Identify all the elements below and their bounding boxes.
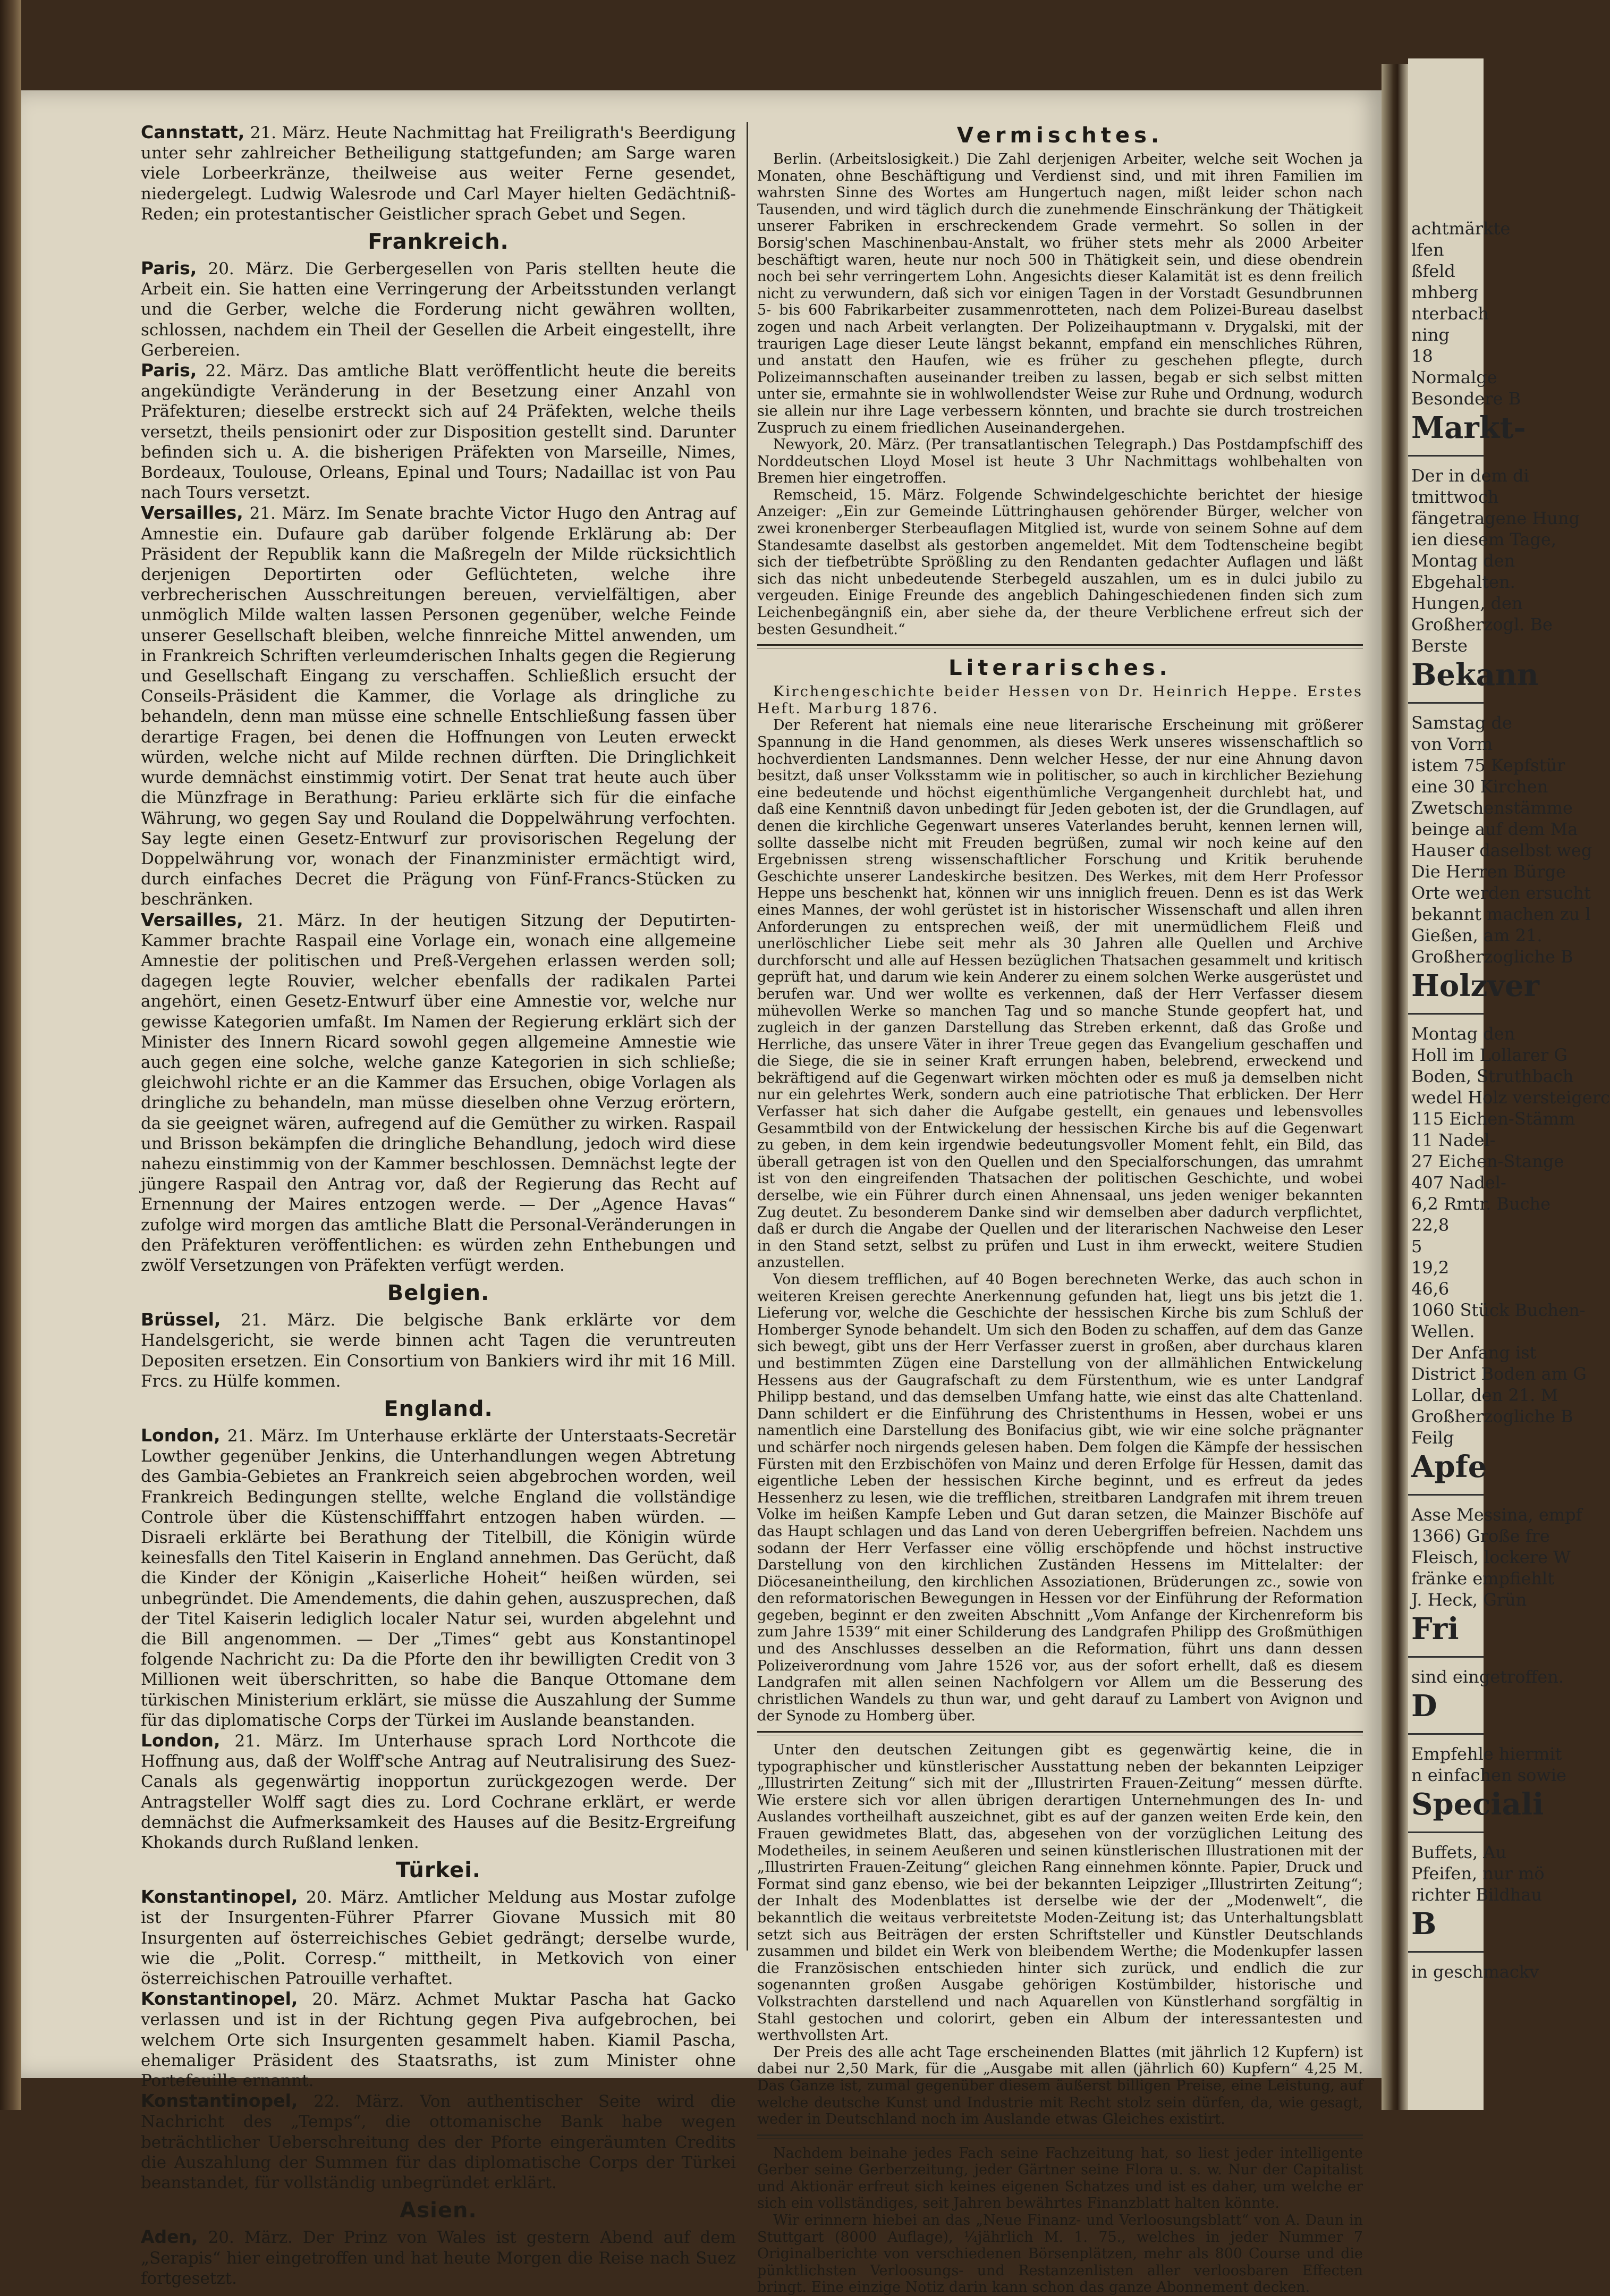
adjacent-page-text: Lollar, den 21. M: [1411, 1385, 1558, 1405]
article-versailles-1: Versailles, 21. März. Im Senate brachte Victor Hugo den Antrag auf Amnestie ein. Dufaure gab darüber folgende Erklärung ab: Der Präsident der Republik kann die Maßregeln der Milde rücksichtlich derjenigen Deportirten oder Geflüchteten, welche ihre verbrecherischen Ausschreitungen bereuen, vervielfältigen, aber unmöglich Milde walten lassen Personen gegenüber, welche Feinde unserer Gesellschaft bleiben, welche finnreiche Mittel anwenden, um in Frankreich Schriften verleumderischen Inhalts gegen die Regierung und Gesellschaft Eingang zu verschaffen. Schließlich ersucht der Conseils-Präsident die Kammer, die Vorlage als dringliche zu behandeln, denn man müsse eine schnelle Entschließung fassen über derartige Fragen, bei denen die Hoffnungen von Leuten erweckt würden, welche nicht auf Milde rechnen dürften. Die Dringlichkeit wurde demnächst einstimmig votirt. Der Senat trat heute auch über die Münzfrage in Berathung: Parieu erklärte sich für die einfache Währung, wo gegen Say und Rouland die Doppelwährung verfochten. Say legte einen Gesetz-Entwurf zur provisorischen Regelung der Doppelwährung vor, wonach der Finanzminister ermächtigt wird, durch einfaches Decret die Prägung von Fünf-Francs-Stücken zu beschränken.: [141, 502, 736, 909]
adjacent-page-text: ßfeld: [1411, 261, 1455, 281]
adjacent-page-text: D: [1411, 1689, 1437, 1724]
adjacent-page-text: Bekann: [1411, 657, 1539, 693]
book-gutter: [1382, 64, 1408, 2110]
right-column: [757, 122, 1363, 2296]
adjacent-page-text: District Boden am G: [1411, 1364, 1587, 1384]
adjacent-page-text: Montag den: [1411, 1024, 1515, 1044]
adjacent-page-text: Asse Messina, empf: [1411, 1505, 1582, 1525]
heading-vermischtes: Vermischtes.: [956, 123, 1164, 148]
heading-frankreich: Frankreich.: [368, 230, 509, 255]
adjacent-page-text: n einfachen sowie: [1411, 1765, 1566, 1785]
article-konstantinopel-2: Konstantinopel, 20. März. Achmet Muktar Pascha hat Gacko verlassen und ist in der Richtung gegen Piva aufgebrochen, bei welchem Orte sich Insurgenten gesammelt haben. Kiamil Pascha, ehemaliger Präsident des Staatsraths, ist zum Minister ohne Portefeuille ernannt.: [141, 1988, 736, 2091]
adjacent-page-text: tmittwoch: [1411, 487, 1499, 507]
column-divider: [747, 122, 748, 1951]
adjacent-page-text: Buffets, Au: [1411, 1842, 1507, 1862]
adjacent-page-text: Großherzogliche B: [1411, 1406, 1573, 1426]
adjacent-page-text: Feilg: [1411, 1428, 1454, 1448]
adjacent-page-text: Fleisch, lockere W: [1411, 1547, 1571, 1567]
heading-england: England.: [384, 1396, 493, 1421]
adjacent-page-text: in geschmackv: [1411, 1962, 1539, 1982]
review-paragraph-2: Von diesem trefflichen, auf 40 Bogen berechneten Werke, das auch schon in weiteren Kreisen gerechte Anerkennung gefunden hat, liegt uns bis jetzt die 1. Lieferung vor, welche die Geschichte der hessischen Kirche bis zum Schluß der Homberger Synode behandelt. Um sich den Boden zu schaffen, auf dem das Ganze sich bewegt, gibt uns der Herr Verfasser zuerst in großen, aber durchaus klaren und bestimmten Zügen eine Darstellung von der allmählichen Entwickelung Hessens aus der Gaugrafschaft zu dem Fürstenthum, wie es unter Landgraf Philipp bestand, und das demselben Umfang hatte, wie einst das alte Chattenland. Dann schildert er die Einführung des Christenthums in Hessen, wobei er uns namentlich eine Darstellung des Bonifacius gibt, wie wir eine solche prägnanter und schärfer noch nirgends gelesen haben. Dem folgen die Kämpfe der hessischen Fürsten mit den Erzbischöfen von Mainz und deren Erfolge für Hessen, damit das eigentliche Leben der hessischen Kirche beginnt, und es erfreut da jedes Hessenherz zu lesen, wie die trefflichen, streitbaren Landgrafen mit ihrem treuen Volke im heißen Kampfe Leben und Gut daran setzen, die Mainzer Bischöfe auf das Haupt schlagen und das Land von deren Uebergriffen befreien. Nachdem uns sodann der Herr Verfasser eine völlig erschöpfende und höchst instructive Darstellung von den kirchlichen Zuständen Hessens im Mittelalter: der Diöcesaneintheilung, den kirchlichen Assoziationen, Brüderungen zc., sowie von den reformatorischen Bewegungen in Hessen vor der Einführung der Reformation gegeben, beginnt er den zweiten Abschnitt „Vom Anfange der Kirchenreform bis zum Jahre 1539“ mit einer Schilderung des Landgrafen Philipp des Großmüthigen und des Anschlusses desselben an die Reformation, führt uns dann dessen Polizeiverordnung vom Jahre 1526 vor, aus der sofort erhellt, daß es diesem Landgrafen mit allen seinen Nachfolgern vor Allem um die Besserung des christlichen Wandels zu thun war, und geht darauf zu Lambert von Avignon und der Synode zu Homberg über.: [757, 1271, 1363, 1725]
adjacent-page-text: fränke empfiehlt: [1411, 1568, 1555, 1589]
adjacent-page-text: Die Herren Bürge: [1411, 862, 1566, 882]
adjacent-page-text: ien diesem Tage,: [1411, 529, 1557, 550]
adjacent-page-text: sind eingetroffen.: [1411, 1667, 1564, 1687]
article-cannstatt: Cannstatt, 21. März. Heute Nachmittag hat Freiligrath's Beerdigung unter sehr zahlreicher Betheiligung stattgefunden; am Sarge waren viele Lorbeerkränze, theilweise aus weiter Ferne gesendet, niedergelegt. Ludwig Walesrode und Carl Mayer hielten Gedächtniß-Reden; ein protestantischer Geistlicher sprach Gebet und Segen.: [141, 122, 736, 224]
heading-literarisches: Literarisches.: [948, 656, 1172, 681]
adjacent-page-text: 6,2 Rmtr. Buche: [1411, 1194, 1551, 1214]
adjacent-page-text: Wellen.: [1411, 1321, 1475, 1341]
adjacent-page-rule: [1408, 1494, 1484, 1496]
article-aden: Aden, 20. März. Der Prinz von Wales ist gestern Abend auf dem „Serapis“ hier eingetroffen und hat heute Morgen die Reise nach Suez fortgesetzt.: [141, 2226, 736, 2288]
adjacent-page-rule: [1408, 1951, 1484, 1953]
adjacent-page-text: Boden, Struthbach: [1411, 1066, 1574, 1086]
article-london-1: London, 21. März. Im Unterhause erklärte der Unterstaats-Secretär Lowther gegenüber Jenkins, die Unterhandlungen wegen Abtretung des Gambia-Gebietes an Frankreich seien abgebrochen worden, weil Frankreich Bedingungen stellte, welche England die vollständige Controle über die Küstenschifffahrt entzogen haben würden. — Disraeli erklärte bei Berathung der Titelbill, die Königin würde keinesfalls den Titel Kaiserin in England annehmen. Das Gerücht, daß die Kinder der Königin „Kaiserliche Hoheit“ heißen würden, sei unbegründet. Die Amendements, die dahin gehen, auszusprechen, daß der Titel Kaiserin lediglich localer Natur sei, wurden abgelehnt und die Bill angenommen. — Der „Times“ gebt aus Konstantinopel folgende Nachricht zu: Da die Pforte den ihr bewilligten Credit von 3 Millionen weit überschritten, so habe die Banque Ottomane dem türkischen Ministerium erklärt, sie müsse die Auszahlung der Summe für das diplomatische Corps der Türkei im Auslande beanstanden.: [141, 1424, 736, 1730]
adjacent-page-text: J. Heck, Grün: [1411, 1590, 1527, 1610]
adjacent-page-text: Apfe: [1411, 1449, 1487, 1484]
adjacent-page-text: Samstag de: [1411, 713, 1512, 733]
notice-frauen-zeitung-1: Unter den deutschen Zeitungen gibt es gegenwärtig keine, die in typographischer und künstlerischer Ausstattung neben der bekannten Leipziger „Illustrirten Zeitung“ sich mit der „Illustrirten Frauen-Zeitung“ messen dürfte. Wie erstere sich vor allen übrigen derartigen Unternehmungen des In- und Auslandes vortheilhaft auszeichnet, gibt es auf der ganzen weiten Erde kein, den Frauen gewidmetes Blatt, das, abgesehen von der vorzüglichen Leitung des Modetheiles, in seinem Aeußeren und seinen künstlerischen Illustrationen mit der „Illustrirten Frauen-Zeitung“ gleichen Rang einnehmen könnte. Papier, Druck und Format sind ganz ebenso, wie bei der bekannten Leipziger „Illustrirten Zeitung“; der Inhalt des Modenblattes ist derselbe wie der der „Modenwelt“, die bekanntlich die weitaus verbreitetste Moden-Zeitung ist; das Unterhaltungsblatt setzt sich aus Beiträgen der ersten Schriftsteller und Künstler Deutschlands zusammen und bildet ein Werk von bleibendem Werthe; die Modenkupfer lassen die Französischen entschieden hinter sich zurück, und endlich die zur sogenannten großen Ausgabe gehörigen Kostümbilder, historische und Volkstrachten darstellend und nach Aquarellen von Künstlerhand sorgfältig in Stahl gestochen und colorirt, geben ein Album der interessantesten und werthvollsten Art.: [757, 1742, 1363, 2044]
adjacent-page-text: Der in dem di: [1411, 466, 1529, 486]
heading-tuerkei: Türkei.: [395, 1858, 481, 1883]
adjacent-page-text: Großherzogl. Be: [1411, 614, 1553, 635]
section-rule: [757, 644, 1363, 648]
article-bruessel: Brüssel, 21. März. Die belgische Bank erklärte vor dem Handelsgericht, sie werde binnen acht Tagen die veruntreuten Depositen ersetzen. Ein Consortium von Bankiers wird ihr mit 16 Mill. Frcs. zu Hülfe kommen.: [141, 1309, 736, 1391]
adjacent-page-text: istem 75 Kepfstür: [1411, 755, 1565, 775]
adjacent-page-text: fängetragene Hung: [1411, 508, 1580, 528]
adjacent-page-text: Berste: [1411, 636, 1468, 656]
adjacent-page-text: 11 Nadel-: [1411, 1130, 1496, 1150]
notice-finanzblatt-2: Wir erinnern hiebei an das „Neue Finanz- und Verloosungsblatt“ von A. Daun in Stuttgart (8000 Auflage), ¼jährlich M. 1. 75., welches in jeder Nummer 7 Originalberichte von verschiedenen Börsenplätzen, mehr als 800 Course und die pünktlichsten Verloosungs- und Restanzenlisten aller verloosbaren Effecten bringt. Eine einzige Notiz darin kann schon das ganze Abonnement decken.: [757, 2212, 1363, 2296]
left-column: [141, 122, 736, 2289]
article-paris-1: Paris, 20. März. Die Gerbergesellen von Paris stellten heute die Arbeit ein. Sie hatten eine Verringerung der Arbeitsstunden verlangt und die Gerber, welche die Forderung nicht gewähren wollten, schlossen, nachdem ein Theil der Gesellen die Arbeit eingestellt, ihre Gerbereien.: [141, 258, 736, 360]
adjacent-page-text: 5: [1411, 1236, 1422, 1256]
adjacent-page-text: 407 Nadel-: [1411, 1172, 1506, 1193]
adjacent-page-text: Holl im Lollarer G: [1411, 1045, 1567, 1065]
adjacent-page-text: Montag den: [1411, 551, 1515, 571]
book-spine-edge: [0, 0, 21, 2110]
book-title: Kirchengeschichte beider Hessen von Dr. Heinrich Heppe. Erstes Heft. Marburg 1876.: [757, 683, 1363, 717]
adjacent-page-text: Fri: [1411, 1611, 1459, 1647]
notice-finanzblatt-1: Nachdem beinahe jedes Fach seine Fachzeitung hat, so liest jeder intelligente Gerber seine Gerberzeitung, jeder Gärtner seine Flora u. s. w. Nur der Capitalist und Aktionär erfreut sich keines eigenen Schatzes und ist es daher, um welche er sich ein vollständiges, seit Jahren bewährtes Finanzblatt halten könnte.: [757, 2145, 1363, 2212]
item-newyork: Newyork, 20. März. (Per transatlantischen Telegraph.) Das Postdampfschiff des Norddeutschen Lloyd Mosel ist heute 3 Uhr Nachmittags wohlbehalten von Bremen hier eingetroffen.: [757, 436, 1363, 487]
adjacent-page-text: Zwetschenstämme: [1411, 798, 1573, 818]
adjacent-page-rule: [1408, 702, 1484, 704]
adjacent-page-text: 1366) Große fre: [1411, 1526, 1550, 1546]
adjacent-page-text: eine 30 Kirchen: [1411, 776, 1548, 797]
section-rule: [757, 2134, 1363, 2139]
adjacent-page-text: 22,8: [1411, 1215, 1450, 1235]
adjacent-page-text: 19,2: [1411, 1257, 1450, 1278]
adjacent-page-text: bekannt machen zu l: [1411, 904, 1591, 924]
adjacent-page-text: mhberg: [1411, 282, 1479, 302]
adjacent-page-fragment: [1408, 58, 1610, 2110]
adjacent-page-text: 18: [1411, 346, 1433, 366]
adjacent-page-text: wedel Holz versteigerc: [1411, 1087, 1610, 1108]
adjacent-page-text: Besondere B: [1411, 389, 1521, 409]
adjacent-page-text: Der Anfang ist: [1411, 1343, 1537, 1363]
article-konstantinopel-1: Konstantinopel, 20. März. Amtlicher Meldung aus Mostar zufolge ist der Insurgenten-Führer Pfarrer Giovane Mussich mit 80 Insurgenten auf österreichisches Gebiet gedrängt; derselbe wurde, wie die „Polit. Corresp.“ mittheilt, in Metkovich von einer österreichischen Patrouille verhaftet.: [141, 1886, 736, 1989]
adjacent-page-text: Hungen, den: [1411, 593, 1523, 613]
adjacent-page-text: Gießen, am 21.: [1411, 925, 1543, 946]
adjacent-page-rule: [1408, 1733, 1484, 1735]
adjacent-page-text: Orte werden ersucht: [1411, 883, 1591, 903]
adjacent-page-text: Speciali: [1411, 1787, 1544, 1822]
item-berlin: Berlin. (Arbeitslosigkeit.) Die Zahl derjenigen Arbeiter, welche seit Wochen ja Monaten, ohne Beschäftigung und Verdienst sind, und mit ihren Familien im wahrsten Sinne des Wortes am Hungertuch nagen, mißt leider schon nach Tausenden, und wird täglich durch die zunehmende Einschränkung der Thätigkeit unserer Fabriken in erschreckendem Grade vermehrt. So sollen in der Borsig'schen Maschinenbau-Anstalt, wo früher stets mehr als 2000 Arbeiter beschäftigt waren, heute nur noch 500 in Thätigkeit sein, und diese obendrein noch bei sehr verringertem Lohn. Angesichts dieser Kalamität ist es denn freilich nicht zu verwundern, daß sich vor einigen Tagen in der Vorstadt Gesundbrunnen 5- bis 600 Fabrikarbeiter zusammenrotteten, nach dem Polizei-Bureau daselbst zogen und nach Arbeit verlangten. Der Polizeihauptmann v. Drygalski, mit der traurigen Lage dieser Leute längst bekannt, empfand ein menschliches Rühren, und anstatt den Haufen, wie es früher zu geschehen pflegte, durch Polizeimannschaften auseinander treiben zu lassen, begab er sich selbst mitten unter sie, ermahnte sie in wohlwollendster Weise zur Ruhe und Ordnung, wodurch sie allein nur ihre Lage verbessern könnten, und brachte sie durch trostreichen Zuspruch zu einem friedlichen Auseinandergehen.: [757, 151, 1363, 436]
adjacent-page-text: Markt-: [1411, 410, 1526, 445]
adjacent-page-rule: [1408, 455, 1484, 457]
notice-frauen-zeitung-2: Der Preis des alle acht Tage erscheinenden Blattes (mit jährlich 12 Kupfern) ist dabei nur 2,50 Mark, für die „Ausgabe mit allen (jährlich 60) Kupfern“ 4,25 M. Das Ganze ist, zumal gegenüber diesem äußerst billigen Preise, eine Leistung, auf welche deutsche Kunst und Industrie mit Recht stolz sein dürfen, da, wie gesagt, weder in Deutschland noch im Auslande etwas Gleiches existirt.: [757, 2044, 1363, 2128]
adjacent-page-text: achtmärkte: [1411, 218, 1511, 239]
adjacent-page-text: B: [1411, 1906, 1437, 1942]
adjacent-page-rule: [1408, 1831, 1484, 1833]
article-paris-2: Paris, 22. März. Das amtliche Blatt veröffentlicht heute die bereits angekündigte Veränderung in der Besetzung einer Anzahl von Präfekturen; dieselbe erstreckt sich auf 24 Präfekten, welche theils versetzt, theils pensionirt oder zur Disposition gestellt sind. Darunter befinden sich u. A. die bisherigen Präfekten von Marseille, Nimes, Bordeaux, Toulouse, Orleans, Epinal und Tours; Nadaillac ist von Pau nach Tours versetzt.: [141, 360, 736, 503]
adjacent-page-text: Großherzogliche B: [1411, 947, 1573, 967]
adjacent-page-rule: [1408, 1013, 1484, 1015]
adjacent-page-text: Empfehle hiermit: [1411, 1744, 1562, 1764]
adjacent-page-text: 46,6: [1411, 1279, 1450, 1299]
adjacent-page-text: 1060 Stück Buchen-: [1411, 1300, 1586, 1320]
adjacent-page-text: Normalge: [1411, 367, 1497, 387]
heading-asien: Asien.: [400, 2198, 477, 2223]
adjacent-page-text: Ebgehalten.: [1411, 572, 1515, 592]
adjacent-page-text: Pfeifen, nur mö: [1411, 1863, 1545, 1884]
adjacent-page-text: richter Bildhau: [1411, 1885, 1543, 1905]
article-versailles-2: Versailles, 21. März. In der heutigen Sitzung der Deputirten-Kammer brachte Raspail eine Vorlage ein, wonach eine allgemeine Amnestie der politischen und Preß-Vergehen erlassen werden soll; dagegen legte Rouvier, welcher ebenfalls der radikalen Partei angehört, einen Gesetz-Entwurf über eine Amnestie vor, welche nur gewisse Kategorien umfaßt. Im Namen der Regierung erklärt sich der Minister des Innern Ricard sowohl gegen allgemeine Amnestie wie auch gegen eine solche, welche ganze Kategorien in sich schließe; gleichwohl richte er an die Kammer das Ersuchen, obige Vorlagen als dringliche zu behandeln, man müsse dieselben ohne Verzug erörtern, da sie geeignet wären, aufregend auf die Gemüther zu wirken. Raspail und Brisson bekämpfen die dringliche Behandlung, jedoch wird diese nahezu einstimmig von der Kammer beschlossen. Demnächst legte der jüngere Raspail den Antrag vor, daß der Regierung das Recht auf Ernennung der Maires entzogen werde. — Der „Agence Havas“ zufolge wird morgen das amtliche Blatt die Personal-Veränderungen in den Präfekturen veröffentlichen: es würden zehn Enthebungen und zwölf Versetzungen von Präfekten verfügt werden.: [141, 909, 736, 1275]
adjacent-page-text: 115 Eichen-Stämm: [1411, 1109, 1575, 1129]
review-paragraph-1: Der Referent hat niemals eine neue literarische Erscheinung mit größerer Spannung in die Hand genommen, als dieses Werk unseres wissenschaftlich so hochverdienten Landsmannes. Denn welcher Hesse, der nur eine Ahnung davon besitzt, daß unser Volksstamm wie in politischer, so auch in kirchlicher Beziehung eine bedeutende und höchst eigenthümliche Vergangenheit durchlebt hat, und daß eine Kenntniß davon unbedingt für Jeden geboten ist, der die Grundlagen, auf denen die kirchliche Gegenwart unseres Vaterlandes beruht, kennen lernen will, sollte dasselbe nicht mit Freuden begrüßen, zumal wir noch keine auf den Ergebnissen streng wissenschaftlicher Forschung und Kritik beruhende Geschichte unserer Landeskirche besitzen. Des Werkes, mit dem Herr Professor Heppe uns beschenkt hat, können wir uns inniglich freuen. Denn es ist das Werk eines Mannes, der wohl gerüstet ist in historischer Wissenschaft und allen ihren Anforderungen zu entsprechen weiß, der mit unermüdlichem Fleiß und unerlöschlicher Liebe seit mehr als 30 Jahren alle Quellen und Archive durchforscht und alle auf Hessen bezüglichen Thatsachen gesammelt und kritisch geprüft hat, und darum wie kein Anderer zu einem solchen Werke ausgerüstet und berufen war. Und wer wollte es verkennen, daß der Herr Verfasser diesem mühevollen Werke so manchen Tag und so manche Stunde geopfert hat, und zugleich in der ganzen Darstellung das Streben erkennt, daß das Große und Herrliche, das unsere Väter in ihrer Treue gegen das Evangelium geschaffen und die Siege, die sie in seiner Kraft errungen haben, belebrend, erweckend und bekräftigend auf die Gegenwart wirken möchten oder es muß ja demselben nicht nur ein gelehrtes Werk, sondern auch eine patriotische That erblicken. Der Herr Verfasser hat sich daher die Aufgabe gestellt, ein genaues und lebensvolles Gesammtbild von der Entwickelung der hessischen Kirche bis auf die Gegenwart zu geben, in dem kein irgendwie bedeutungsvoller Moment fehlt, ein Bild, das überall getragen ist von den Quellen und den Specialforschungen, das umrahmt ist von den eingreifenden Thatsachen der politischen Geschichte, und wobei derselbe, wie ein Führer durch einen Ahnensaal, uns jeden weniger bekannten Zug deutet. Zu besonderem Danke sind wir demselben aber dadurch verpflichtet, daß er durch die Angabe der Quellen und der literarischen Nachweise den Leser in den Stand setzt, selbst zu prüfen und Lust in ihm erweckt, weitere Studien anzustellen.: [757, 717, 1363, 1271]
article-london-2: London, 21. März. Im Unterhause sprach Lord Northcote die Hoffnung aus, daß der Wolff'sche Antrag auf Neutralisirung des Suez-Canals als gegenwärtig inopportun zurückgezogen werde. Der Antragsteller Wolff sagt dies zu. Lord Cochrane erklärt, er werde demnächst die Aufmerksamkeit des Hauses auf die Besitz-Ergreifung Khokands durch Rußland lenken.: [141, 1730, 736, 1853]
adjacent-page-rule: [1408, 1656, 1484, 1658]
adjacent-page-text: nterbach: [1411, 303, 1489, 324]
item-remscheid: Remscheid, 15. März. Folgende Schwindelgeschichte berichtet der hiesige Anzeiger: „Ein zur Gemeinde Lüttringhausen gehörender Bürger, welcher von zwei kronenberger Sterbeauflagen Mitglied ist, wurde von seinem Sohne auf dem Standesamte daselbst als gestorben angemeldet. Mit dem Todtenscheine begibt sich der tiefbetrübte Sprößling zu den Rendanten gedachter Auflagen und läßt sich das nicht unbedeutende Sterbegeld auszahlen, um es in dulci jubilo zu vergeuden. Einige Freunde des angeblich Dahingeschiedenen finden sich zum Leichenbegängniß ein, aber siehe da, der theure Verblichene erfreut sich der besten Gesundheit.“: [757, 486, 1363, 638]
adjacent-page-text: Holzver: [1411, 968, 1540, 1003]
section-rule: [757, 1731, 1363, 1735]
adjacent-page-text: von Vorm: [1411, 734, 1493, 754]
adjacent-page-text: 27 Eichen-Stange: [1411, 1151, 1564, 1171]
adjacent-page-text: ning: [1411, 325, 1450, 345]
article-konstantinopel-3: Konstantinopel, 22. März. Von authentischer Seite wird die Nachricht des „Temps“, die ottomanische Bank habe wegen beträchtlicher Ueberschreitung des der Pforte eingeräumten Credits die Auszahlung der Summen für das diplomatische Corps der Türkei beanstandet, für vollständig unbegründet erklärt.: [141, 2090, 736, 2193]
heading-belgien: Belgien.: [387, 1281, 490, 1306]
adjacent-page-text: beinge auf dem Ma: [1411, 819, 1578, 839]
adjacent-page-text: lfen: [1411, 240, 1444, 260]
adjacent-page-text: Hauser daselbst weg: [1411, 840, 1592, 860]
